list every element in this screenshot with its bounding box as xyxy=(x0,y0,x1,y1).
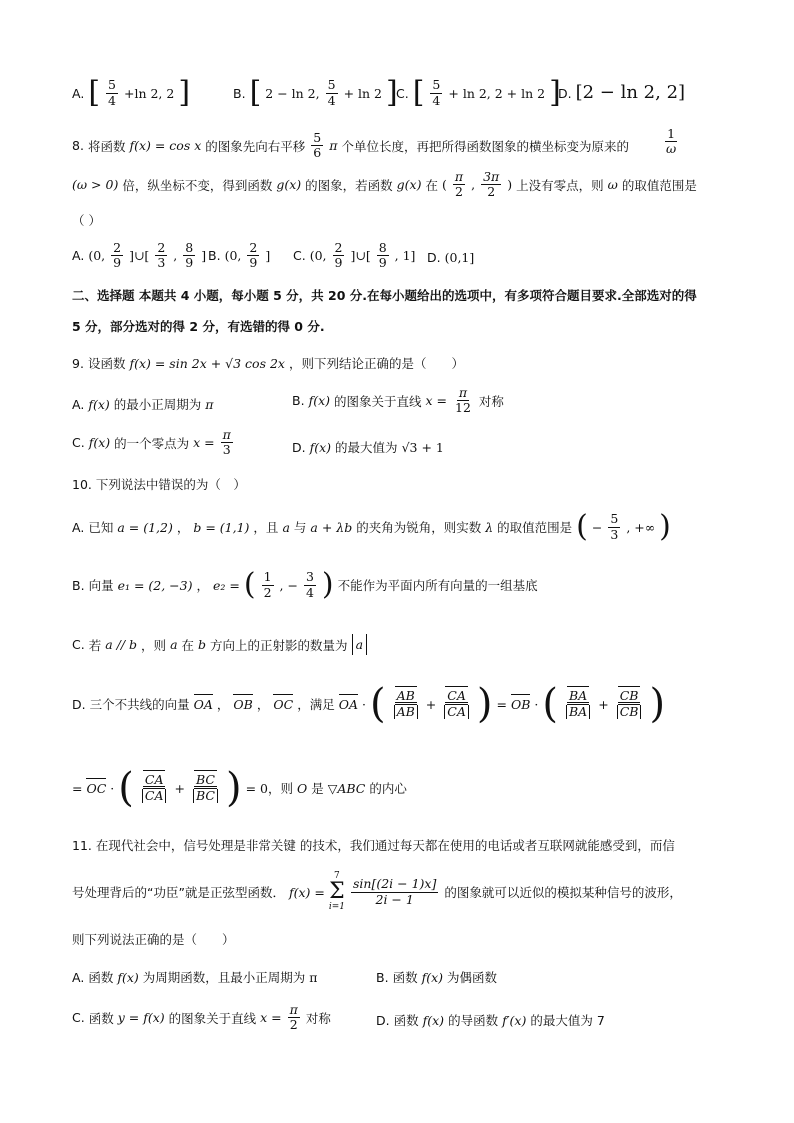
numerator: π xyxy=(458,385,468,400)
fraction xyxy=(262,570,274,600)
paren-close: ) xyxy=(225,765,242,811)
function-expr: f(x) xyxy=(117,969,139,985)
denominator: 4 xyxy=(327,92,336,108)
text: 的夹角为锐角，则实数 xyxy=(356,520,482,535)
plus: + xyxy=(598,696,609,712)
q11-stem-line3: 则下列说法正确的是（ ） xyxy=(72,932,235,947)
text: 若 xyxy=(88,637,102,653)
option-label: D. xyxy=(558,85,572,101)
q8-option-d xyxy=(427,250,474,265)
text: 的图象先向右平移 xyxy=(205,138,306,154)
denominator: ω xyxy=(666,141,677,157)
text: 三个不共线的向量 xyxy=(89,697,190,712)
numerator: 2 xyxy=(249,240,258,255)
question-number: 8. xyxy=(72,138,84,154)
section-heading-line1: 二、选择题 本题共 4 小题，每小题 5 分，共 20 分.在每小题给出的选项中，有多项符合题目要求.全部选对的得 xyxy=(72,288,697,303)
abs-vector-a: a xyxy=(352,634,367,655)
function-expr: f(x) xyxy=(421,969,444,985)
text: 向量 xyxy=(88,578,114,593)
fraction xyxy=(288,1003,300,1033)
function-expr: f(x) xyxy=(422,1012,445,1028)
expr: [2 − ln 2, 2] xyxy=(575,82,686,103)
paren-close: ) xyxy=(476,681,493,727)
denominator: 2 xyxy=(263,584,272,600)
option-label: D. xyxy=(427,250,441,265)
q10-option-c xyxy=(72,634,367,655)
q11-option-d xyxy=(376,1011,605,1029)
option-label: D. xyxy=(72,696,86,712)
text: 的最小正周期为 xyxy=(113,397,202,412)
vector-e1: e₁ = (2, −3) xyxy=(117,577,193,593)
text: 的最大值为 7 xyxy=(530,1013,605,1028)
bracket: ] xyxy=(265,248,271,264)
q8-stem-line1 xyxy=(72,131,629,161)
function-expr: g(x) xyxy=(276,177,302,193)
question-number: 9. xyxy=(72,355,84,371)
text: 的最大值为 xyxy=(335,440,398,455)
numerator: 5 xyxy=(432,77,441,93)
paren-open: ( xyxy=(542,681,558,727)
vector-a: a xyxy=(170,637,178,652)
equals: = xyxy=(72,780,83,796)
function-expr: f(x) xyxy=(308,393,330,409)
denominator: 4 xyxy=(432,92,441,108)
expr: + ln 2, 2 + ln 2 xyxy=(448,85,546,101)
text: 与 xyxy=(293,520,307,535)
numerator: π xyxy=(289,1002,298,1017)
text: 的图象关于直线 xyxy=(334,393,422,409)
expr: (ω > 0) xyxy=(72,177,119,193)
comma: ， xyxy=(256,697,270,712)
bracket: ] xyxy=(201,248,207,264)
text: 倍，纵坐标不变，得到函数 xyxy=(122,177,273,193)
comma: , xyxy=(471,177,476,193)
comma: ， xyxy=(216,697,230,712)
question-number: 10. xyxy=(72,476,92,492)
pi-symbol: π xyxy=(329,138,338,154)
numerator: 2 xyxy=(113,240,122,255)
vector-oc: OC xyxy=(86,780,107,796)
paren-open: ( xyxy=(369,681,386,727)
option-label: A. xyxy=(72,969,85,985)
denominator: 9 xyxy=(334,255,343,271)
paren: ( xyxy=(576,509,588,544)
fraction xyxy=(351,877,438,907)
denominator: 4 xyxy=(305,584,314,600)
numerator: 5 xyxy=(327,77,336,93)
fraction xyxy=(311,131,323,161)
q7-option-b xyxy=(233,75,398,110)
function-expr: f(x) xyxy=(309,439,332,455)
denominator: 9 xyxy=(378,255,387,271)
text: 函数 xyxy=(393,1013,419,1028)
text: 函数 xyxy=(392,970,418,985)
bracket: ] xyxy=(549,75,561,110)
text: 号处理背后的“功臣”就是正弦型函数． xyxy=(72,885,285,900)
function-expr: f(x) xyxy=(88,396,110,412)
paren: ( xyxy=(243,567,256,602)
expr: +ln 2, 2 xyxy=(123,85,175,101)
function-expr: y = f(x) xyxy=(117,1010,165,1026)
fraction xyxy=(247,241,259,271)
denominator: 9 xyxy=(185,255,194,271)
text: 的图象就可以近似的模拟某种信号的波形， xyxy=(444,885,682,900)
sigma-symbol: Σ xyxy=(329,879,345,904)
option-label: C. xyxy=(72,1010,85,1026)
q11-stem-line1 xyxy=(72,840,675,853)
text: = 0，则 xyxy=(245,781,293,796)
fraction xyxy=(155,241,167,271)
option-label: B. xyxy=(233,85,246,101)
unit-vector-ab xyxy=(392,689,420,719)
unit-vector-ba xyxy=(564,689,592,719)
fraction xyxy=(326,78,338,108)
numerator: 2 xyxy=(334,240,343,255)
vector-a: a = (1,2) xyxy=(117,519,173,535)
option-label: C. xyxy=(293,248,306,264)
fraction xyxy=(106,78,118,108)
fraction xyxy=(377,241,389,271)
denominator: 2i − 1 xyxy=(375,891,414,907)
expr: , − xyxy=(279,577,298,593)
fraction xyxy=(453,386,473,416)
pi-symbol: π xyxy=(205,396,214,412)
answer-blank: （ ） xyxy=(72,213,101,228)
function-expr: f(x) xyxy=(88,435,111,451)
text: 的导函数 xyxy=(448,1013,499,1028)
option-label: D. xyxy=(292,439,306,455)
denominator: 9 xyxy=(249,255,258,271)
vector-oa: OA xyxy=(193,696,213,712)
paren: ) xyxy=(321,567,334,602)
fraction xyxy=(111,241,123,271)
dot-operator: · xyxy=(110,780,115,796)
option-label: A. xyxy=(72,396,85,412)
point-o: O xyxy=(296,780,308,796)
text: 在 xyxy=(181,637,195,653)
text: 设函数 xyxy=(87,356,126,371)
text: 对称 xyxy=(305,1010,331,1026)
option-label: B. xyxy=(72,577,85,593)
q11-option-b xyxy=(376,968,497,986)
lambda-symbol: λ xyxy=(485,519,494,535)
vector-expr: a + λb xyxy=(310,519,353,535)
text: ，则下列结论正确的是（ ） xyxy=(288,356,464,371)
q9-option-d xyxy=(292,438,444,456)
dot-operator: · xyxy=(361,696,366,712)
plus: + xyxy=(174,780,185,796)
denominator: 12 xyxy=(455,400,471,416)
expr: + ln 2 xyxy=(343,85,382,101)
vector-expr: a // b xyxy=(105,637,138,652)
dot-operator: · xyxy=(534,696,539,712)
q11-option-c xyxy=(72,1003,331,1033)
q10-option-a xyxy=(72,509,671,544)
text: 的取值范围是 xyxy=(497,520,573,535)
vector-ob: OB xyxy=(510,696,531,712)
denominator: 2 xyxy=(487,184,496,200)
option-label: B. xyxy=(208,248,221,264)
text: ，则 xyxy=(141,637,167,653)
bracket: ] xyxy=(385,75,398,110)
denominator: CA xyxy=(444,705,469,719)
q9-stem xyxy=(72,354,464,372)
text: 的一个零点为 xyxy=(114,435,190,451)
vector-ob: OB xyxy=(233,696,253,712)
unit-vector-cb xyxy=(615,689,644,719)
unit-vector-ca xyxy=(442,689,471,719)
text: 对称 xyxy=(478,393,504,409)
text: 不能作为平面内所有向量的一组基底 xyxy=(337,578,538,593)
fraction xyxy=(481,170,501,200)
text: 为周期函数，且最小正周期为 xyxy=(142,970,306,985)
option-label: A. xyxy=(72,519,85,535)
q10-stem xyxy=(72,475,246,493)
vector-oc: OC xyxy=(273,696,294,712)
fraction xyxy=(183,241,195,271)
q10-option-b xyxy=(72,567,538,602)
bracket: ] xyxy=(178,75,191,110)
expr: 2 − ln 2, xyxy=(265,85,320,101)
q11-option-a xyxy=(72,968,318,986)
bracket: [ xyxy=(249,75,262,110)
option-label: B. xyxy=(292,393,305,409)
q9-option-c xyxy=(72,428,235,458)
vector-b: b = (1,1) xyxy=(193,519,250,535)
text: 的图象，若函数 xyxy=(305,177,393,193)
bracket: [ xyxy=(412,75,425,110)
expr: (0, xyxy=(309,248,327,264)
numerator: π xyxy=(222,427,231,442)
text: 在 xyxy=(425,177,438,193)
expr: √3 + 1 xyxy=(401,439,444,455)
function-expr: f(x) = sin 2x + √3 cos 2x xyxy=(129,355,285,371)
text: 为偶函数 xyxy=(447,970,498,985)
q9-option-a xyxy=(72,395,213,413)
q8-omega-fraction xyxy=(662,127,680,157)
denominator: 3 xyxy=(222,442,231,458)
expr: x = xyxy=(260,1010,282,1026)
comma: , xyxy=(173,248,178,264)
bracket: [ xyxy=(88,75,101,110)
plus: + xyxy=(425,696,437,712)
fraction xyxy=(453,170,465,200)
fraction xyxy=(664,127,678,157)
paren: ) xyxy=(507,177,513,193)
summation xyxy=(329,872,345,912)
paren: ( xyxy=(442,177,447,193)
numerator: π xyxy=(454,169,464,184)
denominator: CB xyxy=(617,705,642,719)
q7-option-c xyxy=(396,75,561,110)
text: ，满足 xyxy=(297,697,335,712)
paren: ) xyxy=(659,509,671,544)
q8-stem-line2 xyxy=(72,170,697,200)
numerator: BA xyxy=(569,688,588,704)
numerator: BC xyxy=(195,772,215,788)
q7-option-a xyxy=(72,75,191,110)
text: 函数 xyxy=(88,970,114,985)
option-label: C. xyxy=(72,637,85,652)
function-expr: f(x) = cos x xyxy=(129,138,202,154)
derivative-expr: f′(x) xyxy=(502,1012,527,1028)
text: 函数 xyxy=(88,1010,114,1026)
function-expr: f(x) = xyxy=(288,884,325,900)
text: 已知 xyxy=(88,520,114,535)
function-expr: g(x) xyxy=(396,177,422,193)
paren-open: ( xyxy=(118,765,134,811)
paren-close: ) xyxy=(649,681,666,727)
numerator: 3 xyxy=(305,569,314,585)
denominator: 3 xyxy=(157,255,166,271)
unit-vector-ca xyxy=(140,773,169,803)
expr: x = xyxy=(425,393,448,409)
fraction xyxy=(221,428,233,458)
q8-option-b xyxy=(208,241,270,271)
denominator: 3 xyxy=(610,526,619,542)
numerator: 8 xyxy=(378,240,387,255)
pi-symbol: π xyxy=(309,969,318,985)
fraction xyxy=(333,241,345,271)
sum-lower: i=1 xyxy=(328,902,345,912)
q8-option-a xyxy=(72,241,206,271)
numerator: 5 xyxy=(610,511,619,527)
triangle-abc: ▽ABC xyxy=(327,780,366,796)
option-label: C. xyxy=(396,85,409,101)
expr: ]∪[ xyxy=(350,248,371,264)
denominator: 2 xyxy=(455,184,463,200)
section-heading-line2: 5 分，部分选对的得 2 分，有选错的得 0 分. xyxy=(72,319,325,334)
q10-option-d-line2 xyxy=(72,765,407,811)
vector-oa: OA xyxy=(338,696,358,712)
numerator: 8 xyxy=(185,240,194,255)
numerator: AB xyxy=(396,688,415,704)
numerator: CA xyxy=(144,772,164,788)
text: 是 xyxy=(311,781,324,796)
fraction xyxy=(304,570,316,600)
numerator: 1 xyxy=(263,569,272,585)
unit-vector-bc xyxy=(191,773,220,803)
text: 的内心 xyxy=(369,781,407,796)
option-label: C. xyxy=(72,435,85,451)
comma: ， xyxy=(176,520,190,535)
expr: (0, xyxy=(88,248,106,264)
text: 将函数 xyxy=(87,138,126,154)
text: 上没有零点，则 xyxy=(516,177,604,193)
text: 的取值范围是 xyxy=(621,177,697,193)
numerator: sin[(2i − 1)x] xyxy=(353,876,437,892)
numerator: CB xyxy=(619,688,639,704)
omega-symbol: ω xyxy=(607,177,618,193)
denominator: BC xyxy=(193,789,218,803)
fraction xyxy=(608,512,620,542)
denominator: BA xyxy=(566,705,590,719)
expr: x = xyxy=(193,435,215,451)
text: 在现代社会中，信号处理是非常关键 的技术，我们通过每天都在使用的电话或者互联网就能感受到，而信 xyxy=(95,838,675,853)
option-label: A. xyxy=(72,248,85,264)
expr: , 1] xyxy=(394,248,416,264)
expr: (0, xyxy=(224,248,242,264)
q11-stem-line2 xyxy=(72,872,682,912)
q7-option-d xyxy=(558,84,685,102)
numerator: 2 xyxy=(157,240,166,255)
expr: , +∞ xyxy=(626,519,656,535)
denominator: 9 xyxy=(113,255,122,271)
text: 方向上的正射影的数量为 xyxy=(210,637,348,653)
option-label: B. xyxy=(376,969,389,985)
equals: = xyxy=(496,696,507,712)
denominator: 2 xyxy=(289,1017,298,1033)
comma: ， xyxy=(196,578,210,593)
denominator: 4 xyxy=(108,92,116,108)
vector-a: a xyxy=(282,519,290,535)
q9-option-b xyxy=(292,386,504,416)
q10-option-d-line1 xyxy=(72,681,666,727)
option-label: A. xyxy=(72,85,85,101)
denominator: AB xyxy=(394,705,418,719)
fraction xyxy=(430,78,442,108)
minus: − xyxy=(591,519,603,535)
sum-upper: 7 xyxy=(334,871,340,881)
numerator: 5 xyxy=(313,130,322,145)
text: 的图象关于直线 xyxy=(168,1010,257,1026)
expr: (0,1] xyxy=(444,250,475,265)
vector-e2: e₂ = xyxy=(213,577,240,593)
numerator: 5 xyxy=(108,77,116,93)
text: 个单位长度，再把所得函数图象的横坐标变为原来的 xyxy=(341,138,629,154)
numerator: 3π xyxy=(483,169,500,184)
q8-option-c xyxy=(293,241,415,271)
denominator: CA xyxy=(142,789,167,803)
denominator: 6 xyxy=(313,145,322,161)
numerator: CA xyxy=(447,688,466,704)
text: ，且 xyxy=(253,520,279,535)
numerator: 1 xyxy=(667,126,676,141)
expr: ]∪[ xyxy=(129,248,150,264)
text: 下列说法中错误的为（ ） xyxy=(95,477,246,492)
question-number: 11. xyxy=(72,838,92,853)
vector-b: b xyxy=(198,637,207,652)
option-label: D. xyxy=(376,1012,390,1028)
